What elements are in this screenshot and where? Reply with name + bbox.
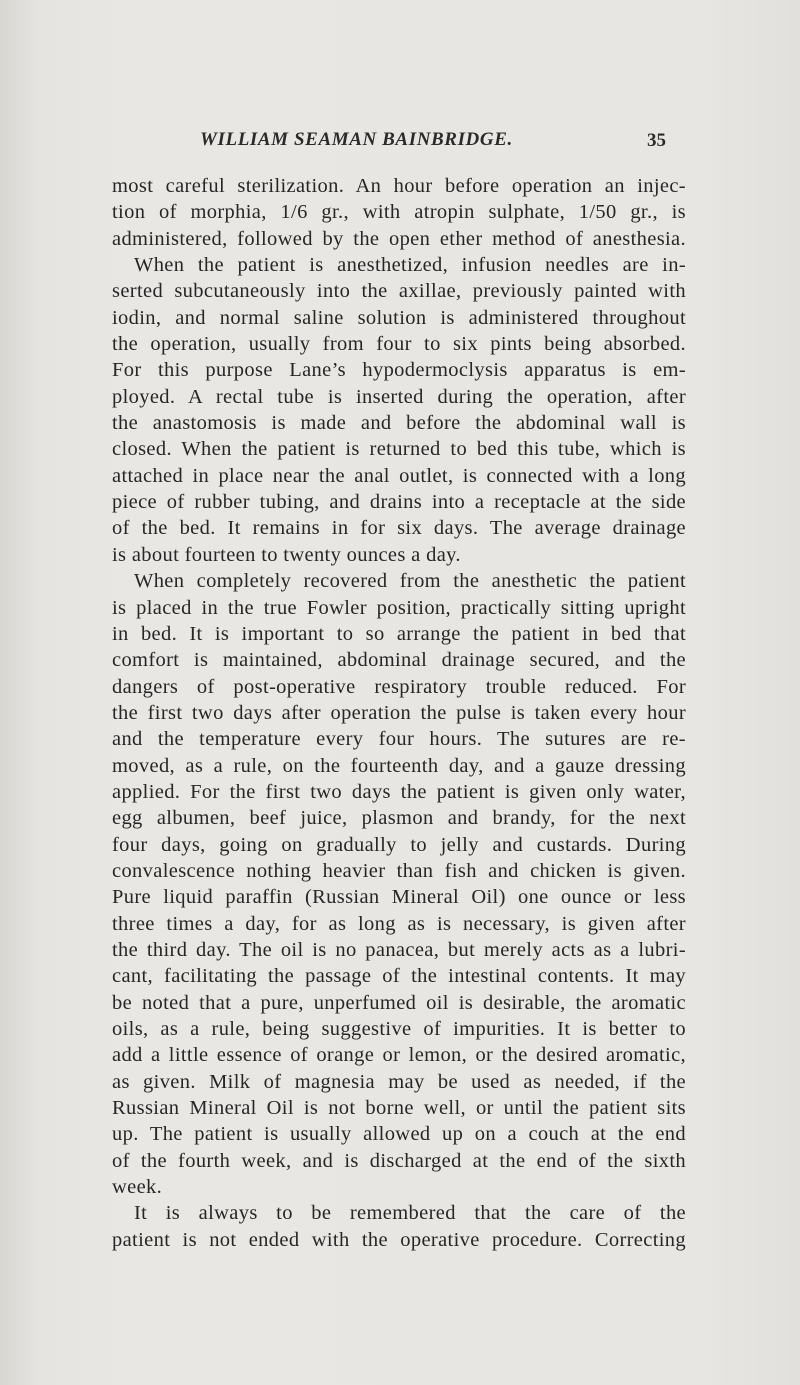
text-line: piece of rubber tubing, and drains into a receptacle at the side: [112, 491, 686, 514]
text-line: For this purpose Lane’s hypodermoclysis apparatus is em-: [112, 359, 686, 382]
text-line: week.: [112, 1176, 163, 1199]
body-text: [112, 173, 686, 1253]
text-line: It is always to be remembered that the care of the: [134, 1202, 686, 1225]
text-line: iodin, and normal saline solution is administered throughout: [112, 306, 686, 329]
text-line: serted subcutaneously into the axillae, previously painted with: [112, 280, 686, 303]
page-number: 35: [647, 130, 666, 151]
text-line: Russian Mineral Oil is not borne well, or until the patient sits: [112, 1097, 686, 1120]
text-line: moved, as a rule, on the fourteenth day, and a gauze dressing: [112, 754, 686, 777]
text-line: is about fourteen to twenty ounces a day.: [112, 543, 461, 566]
text-line: the anastomosis is made and before the abdominal wall is: [112, 412, 686, 435]
page-header: [0, 129, 800, 159]
text-line: four days, going on gradually to jelly and custards. During: [112, 833, 686, 856]
text-line: dangers of post-operative respiratory trouble reduced. For: [112, 675, 686, 698]
text-line: egg albumen, beef juice, plasmon and brandy, for the next: [112, 807, 686, 830]
text-line: add a little essence of orange or lemon, or the desired aromatic,: [112, 1044, 686, 1067]
text-line: the first two days after operation the pulse is taken every hour: [112, 701, 686, 724]
text-line: of the fourth week, and is discharged at the end of the sixth: [112, 1149, 686, 1172]
text-line: be noted that a pure, unperfumed oil is desirable, the aromatic: [112, 991, 686, 1014]
text-line: tion of morphia, 1/6 gr., with atropin sulphate, 1/50 gr., is: [112, 201, 686, 224]
text-line: most careful sterilization. An hour before operation an injec-: [112, 175, 686, 197]
text-line: Pure liquid paraffin (Russian Mineral Oil) one ounce or less: [112, 886, 686, 909]
text-line: comfort is maintained, abdominal drainage secured, and the: [112, 649, 686, 672]
text-line: of the bed. It remains in for six days. The average drainage: [112, 517, 686, 540]
text-line: three times a day, for as long as is necessary, is given after: [112, 912, 686, 935]
text-line: administered, followed by the open ether method of anesthesia.: [112, 227, 686, 250]
text-line: oils, as a rule, being suggestive of impurities. It is better to: [112, 1018, 686, 1040]
text-line: attached in place near the anal outlet, is connected with a long: [112, 464, 686, 487]
running-title: WILLIAM SEAMAN BAINBRIDGE.: [200, 129, 513, 150]
text-line: convalescence nothing heavier than fish and chicken is given.: [112, 859, 686, 882]
text-line: closed. When the patient is returned to bed this tube, which is: [112, 438, 686, 461]
text-line: applied. For the first two days the patient is given only water,: [112, 780, 686, 803]
text-line: When the patient is anesthetized, infusion needles are in-: [134, 254, 686, 277]
text-line: ployed. A rectal tube is inserted during the operation, after: [112, 385, 686, 408]
text-line: the operation, usually from four to six pints being absorbed.: [112, 333, 686, 356]
text-line: is placed in the true Fowler position, practically sitting upright: [112, 596, 686, 619]
text-line: patient is not ended with the operative procedure. Correcting: [112, 1228, 686, 1251]
text-line: the third day. The oil is no panacea, but merely acts as a lubri-: [112, 938, 686, 961]
text-line: up. The patient is usually allowed up on a couch at the end: [112, 1123, 686, 1146]
text-line: in bed. It is important to so arrange the patient in bed that: [112, 622, 686, 645]
text-line: When completely recovered from the anesthetic the patient: [134, 570, 686, 593]
text-line: as given. Milk of magnesia may be used as needed, if the: [112, 1070, 686, 1093]
text-line: cant, facilitating the passage of the intestinal contents. It may: [112, 965, 686, 988]
text-line: and the temperature every four hours. The sutures are re-: [112, 728, 686, 751]
